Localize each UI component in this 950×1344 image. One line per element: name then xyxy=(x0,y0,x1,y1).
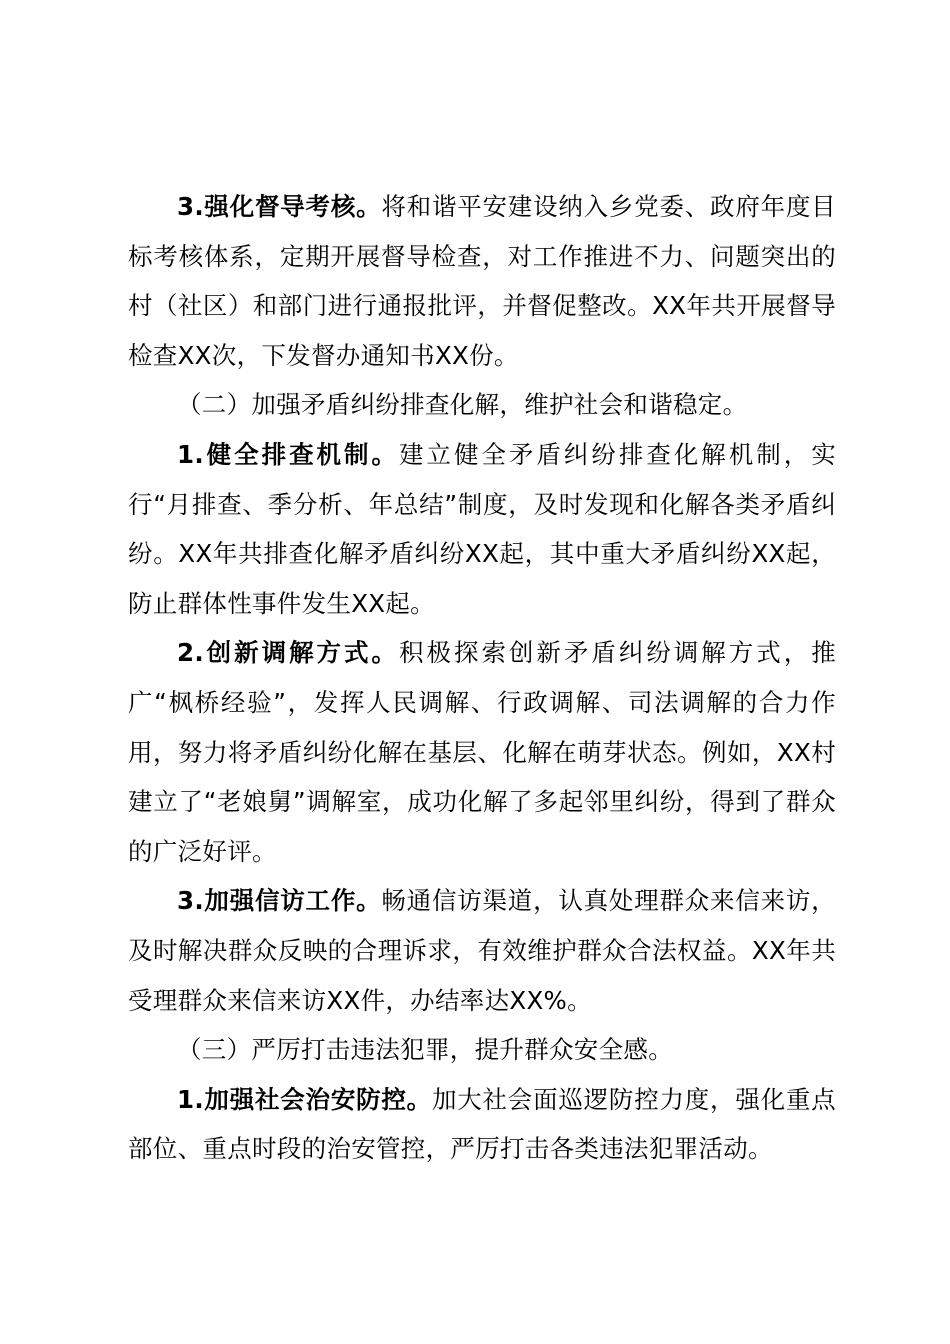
paragraph-heading: 2.创新调解方式。 xyxy=(177,638,399,668)
paragraph-heading: 3.强化督导考核。 xyxy=(177,192,382,221)
paragraph-heading: 1.加强社会治安防控。 xyxy=(177,1084,432,1114)
paragraph-text: 将和谐平安建设纳入乡党委、政府年度目标考核体系，定期开展督导检查，对工作推进不力、问题突出的村（社区）和部门进行通报批评，并督促整改。XX年共开展督导检查XX次，下发督办通知书XX份。 xyxy=(128,192,836,370)
document-body xyxy=(128,182,836,1174)
section-heading-text: （三）严厉打击违法犯罪，提升群众安全感。 xyxy=(177,1035,673,1065)
paragraph-petition-work xyxy=(128,876,836,1025)
paragraph-mediation-innovation xyxy=(128,628,836,876)
section-heading-dispute-resolution xyxy=(128,380,836,430)
paragraph-text: 积极探索创新矛盾纠纷调解方式，推广“枫桥经验”，发挥人民调解、行政调解、司法调解的合力作用，努力将矛盾纠纷化解在基层、化解在萌芽状态。例如，XX村建立了“老娘舅”调解室，成功化解了多起邻里纠纷，得到了群众的广泛好评。 xyxy=(128,638,836,866)
paragraph-public-security xyxy=(128,1075,836,1174)
paragraph-investigation-mechanism xyxy=(128,430,836,628)
paragraph-heading: 1.健全排查机制。 xyxy=(177,439,399,469)
paragraph-text: 加大社会面巡逻防控力度，强化重点部位、重点时段的治安管控，严厉打击各类违法犯罪活动。 xyxy=(128,1084,836,1164)
paragraph-text: 畅通信访渠道，认真处理群众来信来访，及时解决群众反映的合理诉求，有效维护群众合法权益。XX年共受理群众来信来访XX件，办结率达XX%。 xyxy=(128,886,836,1015)
paragraph-text: 建立健全矛盾纠纷排查化解机制，实行“月排查、季分析、年总结”制度，及时发现和化解各类矛盾纠纷。XX年共排查化解矛盾纠纷XX起，其中重大矛盾纠纷XX起，防止群体性事件发生XX起。 xyxy=(128,439,836,618)
paragraph-supervision-assessment xyxy=(128,182,836,380)
section-heading-crime-crackdown xyxy=(128,1025,836,1075)
paragraph-heading: 3.加强信访工作。 xyxy=(177,886,382,916)
section-heading-text: （二）加强矛盾纠纷排查化解，维护社会和谐稳定。 xyxy=(177,390,748,420)
